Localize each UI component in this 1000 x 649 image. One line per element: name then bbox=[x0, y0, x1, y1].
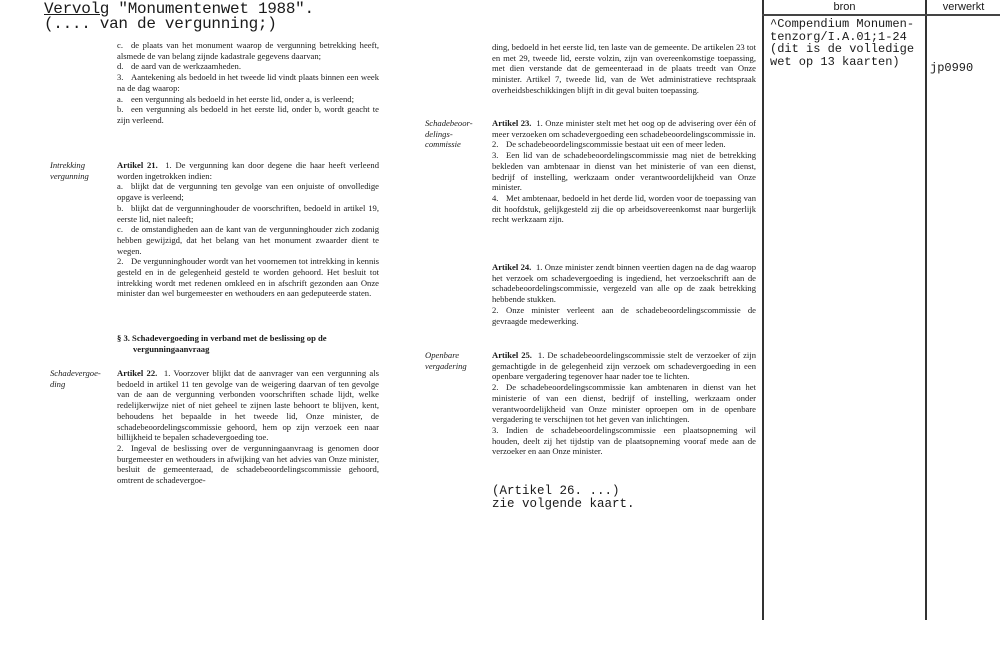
list-item: a. een vergunning als bedoeld in het eerste lid, onder a, is verleend; bbox=[117, 93, 354, 104]
list-item: 2. De vergunninghouder wordt van het voornemen tot intrekking in kennis gesteld en in de gelegenheid gesteld te worden gehoord. Het besluit tot intrekking wordt met redenen omkleed en in afschrift gezonden aan Onze minister dan wel burgemeester en wethouders en aan gedeputeerde staten. bbox=[117, 256, 379, 299]
table-divider-left bbox=[762, 0, 764, 620]
verwerkt-value: jp0990 bbox=[930, 61, 974, 75]
header-vervolg: Vervolg bbox=[44, 0, 110, 18]
list-item: 3. Een lid van de schadebeoordelingscommissie mag niet de betrekking bekleden van ambtenaar in dienst van het ministerie of van een dienst, bedrijf of instelling, werkzaam onder verantwoordelijkheid van Onze minister. bbox=[492, 150, 756, 193]
table-divider-middle bbox=[925, 0, 927, 620]
list-item: a. blijkt dat de vergunning ten gevolge van een onjuiste of onvolledige opgave is verleend; bbox=[117, 181, 379, 203]
card-header bbox=[44, 2, 314, 32]
list-item: d. de aard van de werkzaamheden. bbox=[117, 61, 241, 72]
article-title: Artikel 23. bbox=[492, 118, 532, 128]
article-title: Artikel 22. bbox=[117, 368, 158, 378]
right-column-continuation: ding, bedoeld in het eerste lid, ten laste van de gemeente. De artikelen 23 tot en met 29, tweede lid, eerste volzin, zijn van overeenkomstige toepassing, met dien verstande dat de gemeenteraad in de plaats treedt van Onze minister. Artikel 7, tweede lid, van de Wet administratieve rechtspraak overheidsbeschikkingen blijft in dit geval buiten toepassing. bbox=[492, 42, 756, 95]
list-item: 3. Aantekening als bedoeld in het tweede lid vindt plaats binnen een week na de dag waarop: bbox=[117, 72, 379, 93]
margin-note-intrekking: Intrekking vergunning bbox=[50, 160, 89, 181]
bron-header: bron bbox=[833, 1, 856, 13]
list-item: 2. De schadebeoordelingscommissie bestaat uit een of meer leden. bbox=[492, 139, 726, 150]
list-item: c. de plaats van het monument waarop de vergunning betrekking heeft, alsmede de van belang zijnde kadastrale gegevens daarvan; bbox=[117, 40, 379, 61]
left-column-continuation bbox=[117, 40, 379, 126]
header-title: "Monumentenwet 1988". bbox=[109, 0, 314, 18]
margin-note-openbare-vergadering: Openbare vergadering bbox=[425, 350, 467, 371]
artikel-25: Artikel 25. 1. De schadebeoordelingscommissie stelt de verzoeker of zijn gemachtigde in de gelegenheid zijn verzoek om schadevergoeding in een openbare vergadering tegenover haar nader toe te lichten. 2. De schadebeoordelingscommissie kan ambtenaren in dienst van het ministerie of van een dienst, bedrijf of instelling, werkzaam onder verantwoordelijkheid van Onze minister oproepen om in de openbare vergadering te verschijnen tot het geven van inlichtingen. 3. Indien de schadebeoordelingscommissie een plaatsopneming wil houden, deelt zij het tijdstip van de plaatsopneming vooraf mede aan de verzoeker en aan Onze minister. bbox=[492, 350, 757, 457]
list-item: b. blijkt dat de vergunninghouder de voorschriften, bedoeld in artikel 19, eerste lid, niet naleeft; bbox=[117, 202, 379, 224]
margin-note-schadebeoordelingscommissie: Schadebeoor- delings- commissie bbox=[425, 118, 473, 150]
list-item: 2. De schadebeoordelingscommissie kan ambtenaren in dienst van het ministerie of van een dienst, bedrijf of instelling, werkzaam onder verantwoordelijkheid van Onze minister oproepen om in de openbare vergadering te verschijnen tot het geven van inlichtingen. bbox=[492, 382, 756, 425]
article-title: Artikel 24. bbox=[492, 262, 532, 272]
list-item: 2. Onze minister verleent aan de schadebeoordelingscommissie de gevraagde medewerking. bbox=[492, 304, 756, 326]
continuation-note: (Artikel 26. ...) zie volgende kaart. bbox=[492, 484, 635, 511]
margin-note-schadevergoeding: Schadevergoe- ding bbox=[50, 368, 101, 389]
section-heading: § 3. Schadevergoeding in verband met de beslissing op de vergunningaanvraag bbox=[117, 333, 327, 354]
header-line-2: (.... van de vergunning;) bbox=[44, 15, 277, 33]
artikel-24: Artikel 24. 1. Onze minister zendt binnen veertien dagen na de dag waarop het verzoek om schadevergoeding is ingediend, het verzoekschrift aan de schadebeoordelingscommissie, vergezeld van alle op de zaak betrekking hebbende stukken. 2. Onze minister verleent aan de schadebeoordelingscommissie de gevraagde medewerking. bbox=[492, 262, 756, 326]
list-item: 2. Ingeval de beslissing over de vergunningaanvraag is genomen door burgemeester en wethouders in afwijking van het advies van Onze minister, besluit de gemeenteraad, de schadebeoordelingscommissie gehoord, omtrent de schadevergoe- bbox=[117, 442, 379, 486]
verwerkt-header: verwerkt bbox=[942, 1, 985, 13]
list-item: 3. Indien de schadebeoordelingscommissie een plaatsopneming wil houden, deelt zij het tijdstip van de plaatsopneming vooraf mede aan de verzoeker en aan Onze minister. bbox=[492, 424, 756, 457]
artikel-23: Artikel 23. 1. Onze minister stelt met het oog op de advisering over één of meer verzoeken om schadevergoeding een schadebeoordelingscommissie in. 2. De schadebeoordelingscommissie bestaat uit een of meer leden. 3. Een lid van de schadebeoordelingscommissie mag niet de betrekking bekleden van ambtenaar in dienst van het ministerie of van een dienst, bedrijf of instelling, werkzaam onder verantwoordelijkheid van Onze minister. 4. Met ambtenaar, bedoeld in het derde lid, worden voor de toepassing van dit hoofdstuk, gelijkgesteld zij die op arbeidsovereenkomst naar burgerlijk recht werkzaam zijn. bbox=[492, 118, 756, 225]
list-item: 4. Met ambtenaar, bedoeld in het derde lid, worden voor de toepassing van dit hoofdstuk, gelijkgesteld zij die op arbeidsovereenkomst naar burgerlijk recht werkzaam zijn. bbox=[492, 192, 756, 225]
article-title: Artikel 21. bbox=[117, 160, 158, 170]
list-item: b. een vergunning als bedoeld in het eerste lid, onder b, wordt geacht te zijn verleend. bbox=[117, 104, 379, 125]
article-title: Artikel 25. bbox=[492, 350, 532, 360]
artikel-21: Artikel 21. 1. De vergunning kan door degene die haar heeft verleend worden ingetrokken indien: a. blijkt dat de vergunning ten gevolge van een onjuiste of onvolledige opgave is verleend; b. blijkt dat de vergunninghouder de voorschriften, bedoeld in artikel 19, eerste lid, niet naleeft; c. de omstandigheden aan de kant van de vergunninghouder zich zodanig hebben gewijzigd, dat het belang van het monument zwaarder dient te wegen. 2. De vergunninghouder wordt van het voornemen tot intrekking in kennis gesteld en in de gelegenheid gesteld te worden gehoord. Het besluit tot intrekking wordt met redenen omkleed en in afschrift gezonden aan Onze minister dan wel burgemeester en wethouders en aan gedeputeerde staten. bbox=[117, 160, 379, 299]
artikel-22: Artikel 22. 1. Voorzover blijkt dat de aanvrager van een vergunning als bedoeld in artikel 11 ten gevolge van de weigering daarvan of ten gevolge van de aan de vergunning verbonden voorschriften schade lijdt, welke redelijkerwijze niet of niet geheel te zijnen laste behoort te blijven, kent, behoudens het bepaalde in het tweede lid, Onze minister, de schadebeoordelingscommissie gehoord, hem op zijn verzoek een naar billijkheid te bepalen schadevergoeding toe. 2. Ingeval de beslissing over de vergunningaanvraag is genomen door burgemeester en wethouders in afwijking van het advies van Onze minister, besluit de gemeenteraad, de schadebeoordelingscommissie gehoord, omtrent de schadevergoe- bbox=[117, 368, 379, 486]
bron-value: ^Compendium Monumen- tenzorg/I.A.01;1-24 (dit is de volledige wet op 13 kaarten) bbox=[770, 17, 915, 69]
table-header-rule bbox=[762, 14, 1000, 16]
list-item: c. de omstandigheden aan de kant van de vergunninghouder zich zodanig hebben gewijzigd, dat het belang van het monument zwaarder dient te wegen. bbox=[117, 224, 379, 256]
